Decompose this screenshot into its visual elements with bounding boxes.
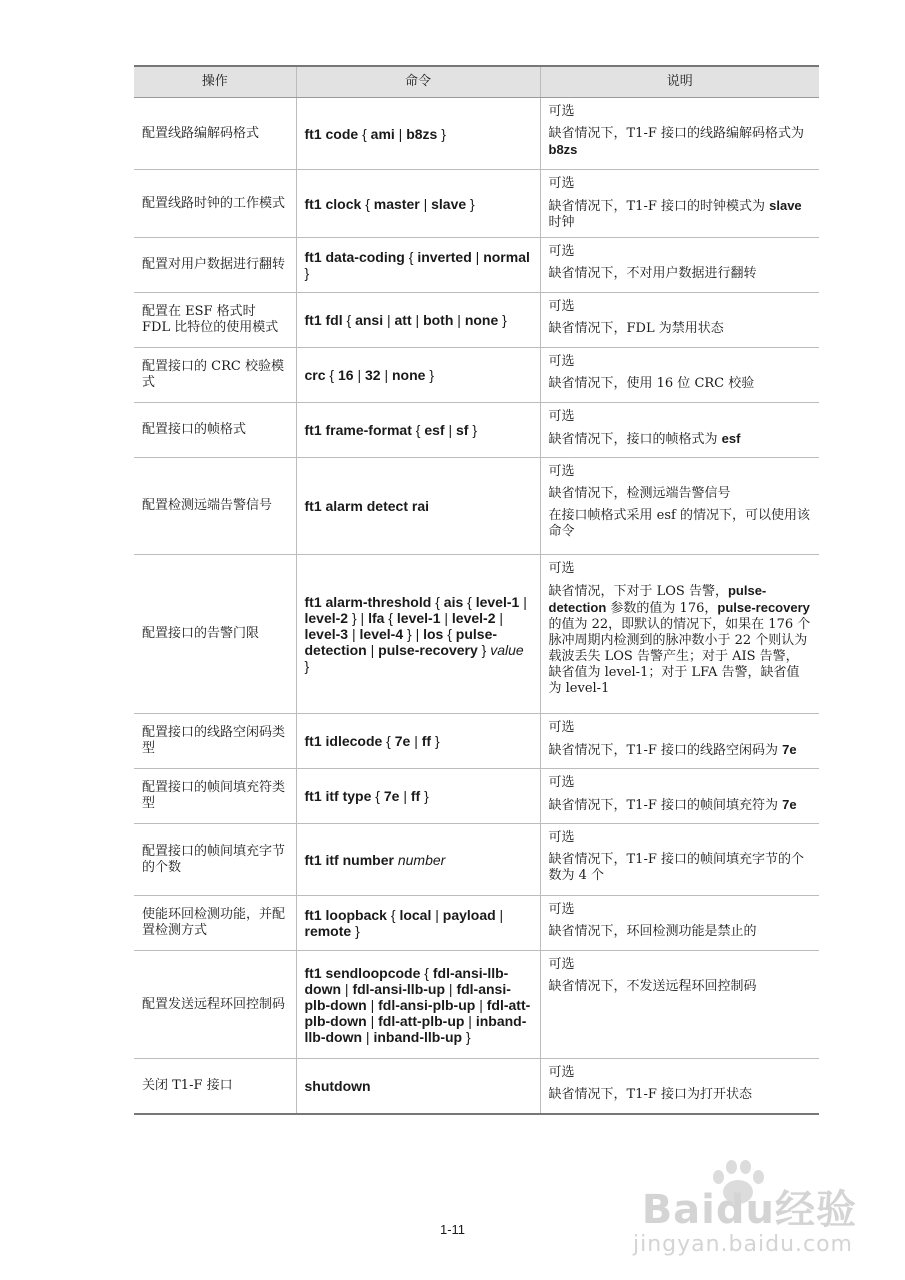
command-segment: ft1 alarm-threshold [304,594,432,610]
description-paragraph [549,720,812,736]
description-paragraph [549,431,812,448]
cell-operation: 配置接口的帧间填充符类型 [134,769,296,824]
description-segment: 缺省情况下，不发送远程环回控制码 [548,979,757,994]
command-segment: | [495,907,504,923]
description-segment: 7e [782,797,797,812]
command-segment: | [464,1012,476,1029]
command-segment: level-1 [396,610,441,626]
description-paragraph [549,924,812,940]
description-paragraph [549,561,812,577]
description-segment: 参数的值为 176， [606,601,718,616]
cell-description [540,170,819,238]
cell-command [296,238,540,293]
command-segment: { [404,249,418,265]
cell-command [296,824,540,896]
table-header-row [134,66,819,98]
description-paragraph [549,376,812,392]
cell-command [296,170,540,238]
cell-operation: 使能环回检测功能，并配置检测方式 [134,896,296,951]
command-segment: | [362,1028,374,1045]
description-paragraph [549,852,812,884]
command-segment: esf [424,422,445,438]
description-segment: pulse-recovery [717,600,810,615]
cell-operation: 配置接口的帧格式 [134,403,296,458]
table-row [134,238,819,293]
description-paragraph [549,409,812,425]
command-segment: both [423,312,454,328]
command-segment: none [392,367,426,383]
command-segment: } | [403,626,424,642]
watermark-brand: Baidu经验 [641,1187,857,1233]
command-segment: | [380,367,392,383]
command-segment: } [420,788,429,804]
command-segment: ff [421,733,432,749]
command-segment: los [423,626,444,642]
command-segment: | [353,367,365,383]
command-segment: | [471,249,484,265]
command-segment: | [366,642,379,658]
command-segment: { [361,195,374,212]
description-paragraph [549,198,812,231]
command-segment: { [386,907,400,923]
cell-command [296,293,540,348]
description-segment: 缺省情况下，T1-F 接口为打开状态 [548,1087,752,1102]
command-segment: | [399,788,411,804]
command-segment: local [399,907,432,923]
cell-command [296,555,540,714]
cell-description [540,238,819,293]
command-segment: ft1 frame-format [304,422,412,438]
description-paragraph [549,830,812,846]
description-segment: 缺省情况下，环回检测功能是禁止的 [548,924,757,939]
description-segment: 缺省情况下，使用 16 位 CRC 校验 [548,376,755,391]
command-segment: level-2 [451,610,496,626]
command-segment: crc [304,367,326,383]
command-segment: inband-llb-up [373,1028,463,1045]
command-segment: { [411,422,425,438]
command-segment: } [437,125,446,142]
command-segment: ami [370,125,395,142]
command-segment: inband-llb-down [304,1012,527,1045]
cell-description [540,348,819,403]
command-segment: { [463,594,476,610]
page-number: 1-11 [439,1222,466,1237]
table-row [134,769,819,824]
cell-command [296,769,540,824]
command-segment: fdl-att-plb-down [304,996,531,1029]
description-segment: 可选 [548,1065,575,1080]
description-paragraph [549,321,812,337]
cell-command [296,714,540,769]
command-segment: level-1 [475,594,520,610]
command-segment: none [464,312,499,328]
description-paragraph [549,979,812,995]
table-row [134,824,819,896]
description-paragraph [549,583,812,697]
cell-description [540,824,819,896]
description-segment: 可选 [548,561,575,576]
command-segment: { [358,125,371,142]
command-segment: } | [348,610,369,626]
description-paragraph [549,957,812,973]
description-segment: 可选 [548,830,575,845]
command-segment: ft1 fdl [304,312,343,328]
command-segment: payload [442,907,496,923]
description-segment: 可选 [548,720,575,735]
cell-description [540,1059,819,1114]
description-paragraph [549,464,812,480]
command-segment: | [495,610,504,626]
command-segment: 7e [383,788,400,804]
description-paragraph [549,902,812,918]
table-row [134,951,819,1059]
command-segment: | [383,312,395,328]
cell-operation: 配置线路编解码格式 [134,98,296,170]
command-segment: | [419,195,432,212]
command-segment: fdl-att-plb-up [378,1012,465,1029]
description-segment: 缺省情况下，T1-F 接口的帧间填充字节的个数为 4 个 [548,852,804,883]
command-segment: ft1 idlecode [304,733,383,749]
command-segment: } [304,658,310,674]
table-row [134,555,819,714]
command-segment: fdl-ansi-llb-down [304,964,509,997]
description-segment: 缺省情况下，T1-F 接口的线路空闲码为 [548,743,783,758]
description-paragraph [549,742,812,759]
description-segment: 缺省情况，下对于 LOS 告警， [548,584,728,599]
description-segment: 时钟 [548,215,575,230]
cell-description [540,714,819,769]
command-segment: ff [410,788,421,804]
description-paragraph [549,299,812,315]
command-segment: ft1 code [304,125,359,142]
command-segment: } [468,422,478,438]
command-segment: | [366,1012,379,1029]
cell-description [540,293,819,348]
command-segment: } [425,367,435,383]
description-segment: 在接口帧格式采用 esf 的情况下，可以使用该命令 [548,508,810,539]
command-segment: | [431,907,443,923]
watermark [632,1160,857,1260]
cell-command [296,458,540,555]
command-segment: remote [304,923,352,939]
command-segment: { [420,964,433,981]
command-segment: master [373,195,420,212]
command-segment: } [431,733,440,749]
command-segment: { [342,312,356,328]
header-description: 说明 [540,66,819,98]
command-segment: | [440,610,452,626]
command-segment: ais [443,594,464,610]
description-segment: 可选 [548,299,575,314]
description-paragraph [549,354,812,370]
command-segment: level-2 [304,610,349,626]
table-row [134,1059,819,1114]
description-segment: 缺省情况下，接口的帧格式为 [548,432,722,447]
command-segment: 32 [365,367,381,383]
header-command: 命令 [296,66,540,98]
cell-operation: 配置发送远程环回控制码 [134,951,296,1059]
description-segment: 缺省情况下，FDL 为禁用状态 [548,321,724,336]
command-segment: } [351,923,360,939]
command-segment: | [519,594,527,610]
description-paragraph [549,1065,812,1081]
command-segment: ansi [355,312,384,328]
table-body [134,98,819,1114]
cell-operation: 关闭 T1-F 接口 [134,1059,296,1114]
command-segment: pulse-recovery [378,642,478,658]
table-row [134,896,819,951]
table-row [134,348,819,403]
cell-description [540,951,819,1059]
description-paragraph [549,486,812,502]
description-segment: b8zs [548,142,578,157]
description-segment: 缺省情况下，T1-F 接口的线路编解码格式为 [548,126,804,141]
command-segment: { [382,733,395,749]
command-segment: } [477,642,491,658]
command-segment: inverted [417,249,472,265]
description-paragraph [549,266,812,282]
description-paragraph [549,797,812,814]
description-segment: 可选 [548,464,575,479]
command-segment: ft1 loopback [304,907,387,923]
command-segment: | [411,312,424,328]
cell-operation: 配置线路时钟的工作模式 [134,170,296,238]
description-segment: 可选 [548,104,575,119]
description-paragraph [549,176,812,192]
table-row [134,714,819,769]
command-segment: | [410,733,422,749]
description-segment: pulse-detection [548,583,767,615]
cell-description [540,98,819,170]
cell-command [296,403,540,458]
command-segment: } [466,195,475,212]
command-segment: shutdown [304,1077,371,1094]
command-segment: | [366,996,379,1013]
table-row [134,403,819,458]
command-segment: ft1 itf type [304,788,372,804]
description-segment: 可选 [548,957,575,972]
cell-operation: 配置接口的线路空闲码类型 [134,714,296,769]
command-segment: 7e [394,733,411,749]
description-paragraph [549,775,812,791]
cell-operation: 配置检测远端告警信号 [134,458,296,555]
cell-description [540,896,819,951]
command-segment: value [490,642,524,658]
description-segment: 可选 [548,354,575,369]
cell-description [540,458,819,555]
command-segment: } [498,312,507,328]
command-segment: | [348,626,360,642]
command-segment: 16 [338,367,354,383]
description-segment: esf [721,431,741,446]
cell-operation: 配置接口的告警门限 [134,555,296,714]
description-segment: 缺省情况下，检测远端告警信号 [548,486,731,501]
command-segment: sf [455,422,469,438]
description-paragraph [549,244,812,260]
table-row [134,293,819,348]
description-segment: 的值为 22，即默认的情况下，如果在 176 个脉冲周期内检测到的脉冲数小于 22 个则认为载波丢失 LOS 告警产生；对于 AIS 告警，缺省值为 level-1；对于 LFA 告警，缺省值为 level-1 [548,617,811,696]
command-segment: ft1 alarm detect rai [304,498,429,514]
command-segment: } [462,1028,471,1045]
command-segment: fdl-ansi-plb-up [378,996,476,1013]
command-segment: { [371,788,384,804]
command-segment: level-4 [359,626,404,642]
description-segment: 7e [782,742,797,757]
cell-operation: 配置对用户数据进行翻转 [134,238,296,293]
cell-command [296,896,540,951]
command-table [134,65,819,1115]
cell-description [540,403,819,458]
table-row [134,170,819,238]
description-segment: 可选 [548,244,575,259]
command-segment: ft1 sendloopcode [304,964,421,981]
description-segment: 可选 [548,775,575,790]
command-segment: slave [431,195,467,212]
table-row [134,98,819,170]
command-segment: | [394,125,407,142]
description-paragraph [549,104,812,120]
description-segment: 可选 [548,176,575,191]
watermark-url: jingyan.baidu.com [632,1232,853,1257]
description-segment: 可选 [548,902,575,917]
command-segment: { [384,610,397,626]
description-segment: 缺省情况下，T1-F 接口的帧间填充符为 [548,798,783,813]
command-segment: | [453,312,465,328]
cell-command [296,1059,540,1114]
command-segment: | [444,422,456,438]
cell-command [296,348,540,403]
command-segment: } [304,265,310,281]
command-segment: ft1 itf number [304,851,394,868]
cell-operation: 配置在 ESF 格式时 FDL 比特位的使用模式 [134,293,296,348]
description-paragraph [549,508,812,540]
command-segment: { [443,626,456,642]
description-segment: 可选 [548,409,575,424]
description-segment: 缺省情况下，T1-F 接口的时钟模式为 [548,199,770,214]
cell-command [296,98,540,170]
cell-description [540,555,819,714]
command-segment: fdl-ansi-llb-up [352,980,446,997]
command-segment: { [325,367,338,383]
command-segment: att [394,312,412,328]
description-segment: 缺省情况下，不对用户数据进行翻转 [548,266,757,281]
command-segment: lfa [368,610,385,626]
cell-operation: 配置接口的帧间填充字节的个数 [134,824,296,896]
description-paragraph [549,126,812,159]
header-operation: 操作 [134,66,296,98]
cell-description [540,769,819,824]
description-segment: slave [769,198,802,213]
command-segment: normal [483,249,530,265]
command-segment: { [431,594,444,610]
description-paragraph [549,1087,812,1103]
table-row [134,458,819,555]
command-segment: b8zs [406,125,438,142]
command-segment: | [445,980,457,997]
command-segment: | [475,996,487,1013]
command-segment: ft1 data-coding [304,249,405,265]
cell-operation: 配置接口的 CRC 校验模式 [134,348,296,403]
command-segment: fdl-ansi-plb-down [304,980,511,1013]
cell-command [296,951,540,1059]
command-segment: | [341,980,353,997]
command-segment: ft1 clock [304,195,362,212]
command-segment: number [397,851,446,868]
command-segment: level-3 [304,626,349,642]
command-segment: pulse-detection [304,626,498,658]
